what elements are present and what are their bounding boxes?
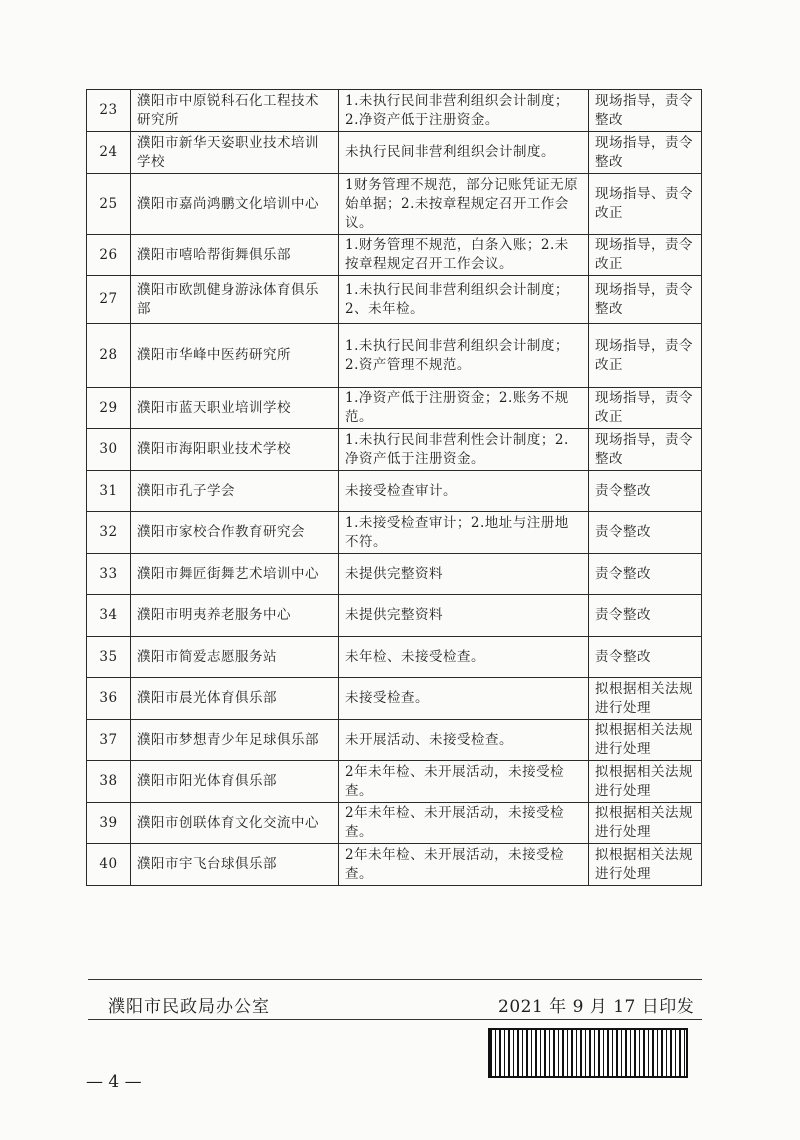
table-row: [87, 471, 702, 512]
row-number: 24: [87, 132, 131, 174]
org-name: 濮阳市嘉尚鸿鹏文化培训中心: [131, 174, 339, 235]
table-row: [87, 174, 702, 235]
row-number: 28: [87, 324, 131, 388]
barcode-stamp: [488, 1028, 688, 1078]
row-number: 29: [87, 388, 131, 429]
problem-text: 1.未执行民间非营利组织会计制度；2.资产管理不规范。: [339, 324, 589, 388]
org-name: 濮阳市晨光体育俱乐部: [131, 678, 339, 720]
action-text: 现场指导，责令整改: [589, 429, 702, 471]
row-number: 39: [87, 803, 131, 844]
page-number: — 4 —: [86, 1072, 142, 1092]
row-number: 27: [87, 276, 131, 324]
issuing-office: 濮阳市民政局办公室: [108, 997, 270, 1017]
problem-text: 未接受检查。: [339, 678, 589, 720]
org-name: 濮阳市蓝天职业培训学校: [131, 388, 339, 429]
action-text: 责令整改: [589, 512, 702, 554]
action-text: 责令整改: [589, 471, 702, 512]
problem-text: 未接受检查审计。: [339, 471, 589, 512]
problem-text: 1.净资产低于注册资金；2.账务不规范。: [339, 388, 589, 429]
org-name: 濮阳市明夷养老服务中心: [131, 595, 339, 637]
org-name: 濮阳市宇飞台球俱乐部: [131, 844, 339, 886]
problem-text: 未提供完整资料: [339, 595, 589, 637]
org-name: 濮阳市简爱志愿服务站: [131, 637, 339, 678]
problem-text: 1.财务管理不规范，白条入账；2.未按章程规定召开工作会议。: [339, 235, 589, 276]
problem-text: 1.未执行民间非营利性会计制度；2.净资产低于注册资金。: [339, 429, 589, 471]
footer-top-rule: [88, 979, 702, 980]
org-name: 濮阳市欧凯健身游泳体育俱乐部: [131, 276, 339, 324]
problem-text: 未年检、未接受检查。: [339, 637, 589, 678]
action-text: 现场指导、责令改正: [589, 174, 702, 235]
org-name: 濮阳市新华天姿职业技术培训学校: [131, 132, 339, 174]
table-row: [87, 388, 702, 429]
row-number: 30: [87, 429, 131, 471]
row-number: 34: [87, 595, 131, 637]
action-text: 拟根据相关法规进行处理: [589, 720, 702, 761]
table-body: [87, 90, 702, 886]
action-text: 现场指导，责令整改: [589, 90, 702, 132]
problem-text: 2年未年检、未开展活动，未接受检查。: [339, 761, 589, 803]
row-number: 33: [87, 554, 131, 595]
table-row: [87, 132, 702, 174]
table-row: [87, 678, 702, 720]
row-number: 23: [87, 90, 131, 132]
table-row: [87, 90, 702, 132]
table-row: [87, 429, 702, 471]
row-number: 32: [87, 512, 131, 554]
problem-text: 1财务管理不规范，部分记账凭证无原始单据；2.未按章程规定召开工作会议。: [339, 174, 589, 235]
org-name: 濮阳市舞匠街舞艺术培训中心: [131, 554, 339, 595]
action-text: 现场指导，责令改正: [589, 235, 702, 276]
action-text: 拟根据相关法规进行处理: [589, 844, 702, 886]
org-name: 濮阳市梦想青少年足球俱乐部: [131, 720, 339, 761]
action-text: 拟根据相关法规进行处理: [589, 761, 702, 803]
table-row: [87, 595, 702, 637]
action-text: 拟根据相关法规进行处理: [589, 678, 702, 720]
row-number: 37: [87, 720, 131, 761]
table-row: [87, 637, 702, 678]
problem-text: 1.未接受检查审计；2.地址与注册地不符。: [339, 512, 589, 554]
row-number: 38: [87, 761, 131, 803]
org-name: 濮阳市嘻哈帮街舞俱乐部: [131, 235, 339, 276]
table-row: [87, 512, 702, 554]
problem-text: 未执行民间非营利组织会计制度。: [339, 132, 589, 174]
table-row: [87, 720, 702, 761]
problem-text: 2年未年检、未开展活动，未接受检查。: [339, 844, 589, 886]
action-text: 责令整改: [589, 595, 702, 637]
inspection-results-table: [86, 89, 702, 886]
problem-text: 1.未执行民间非营利组织会计制度；2.净资产低于注册资金。: [339, 90, 589, 132]
table-row: [87, 324, 702, 388]
footer-bottom-rule: [88, 1019, 702, 1020]
row-number: 25: [87, 174, 131, 235]
org-name: 濮阳市创联体育文化交流中心: [131, 803, 339, 844]
issue-date: 2021 年 9 月 17 日印发: [498, 997, 695, 1017]
action-text: 现场指导，责令改正: [589, 388, 702, 429]
table-row: [87, 276, 702, 324]
action-text: 现场指导，责令整改: [589, 276, 702, 324]
org-name: 濮阳市中原锐科石化工程技术研究所: [131, 90, 339, 132]
org-name: 濮阳市孔子学会: [131, 471, 339, 512]
org-name: 濮阳市海阳职业技术学校: [131, 429, 339, 471]
action-text: 现场指导，责令整改: [589, 132, 702, 174]
row-number: 40: [87, 844, 131, 886]
problem-text: 未开展活动、未接受检查。: [339, 720, 589, 761]
org-name: 濮阳市华峰中医药研究所: [131, 324, 339, 388]
row-number: 35: [87, 637, 131, 678]
problem-text: 未提供完整资料: [339, 554, 589, 595]
org-name: 濮阳市阳光体育俱乐部: [131, 761, 339, 803]
table-row: [87, 554, 702, 595]
problem-text: 1.未执行民间非营利组织会计制度；2、未年检。: [339, 276, 589, 324]
action-text: 责令整改: [589, 554, 702, 595]
problem-text: 2年未年检、未开展活动，未接受检查。: [339, 803, 589, 844]
row-number: 31: [87, 471, 131, 512]
table-row: [87, 803, 702, 844]
table-row: [87, 235, 702, 276]
action-text: 责令整改: [589, 637, 702, 678]
row-number: 26: [87, 235, 131, 276]
action-text: 拟根据相关法规进行处理: [589, 803, 702, 844]
action-text: 现场指导，责令改正: [589, 324, 702, 388]
table-row: [87, 761, 702, 803]
table-row: [87, 844, 702, 886]
row-number: 36: [87, 678, 131, 720]
org-name: 濮阳市家校合作教育研究会: [131, 512, 339, 554]
